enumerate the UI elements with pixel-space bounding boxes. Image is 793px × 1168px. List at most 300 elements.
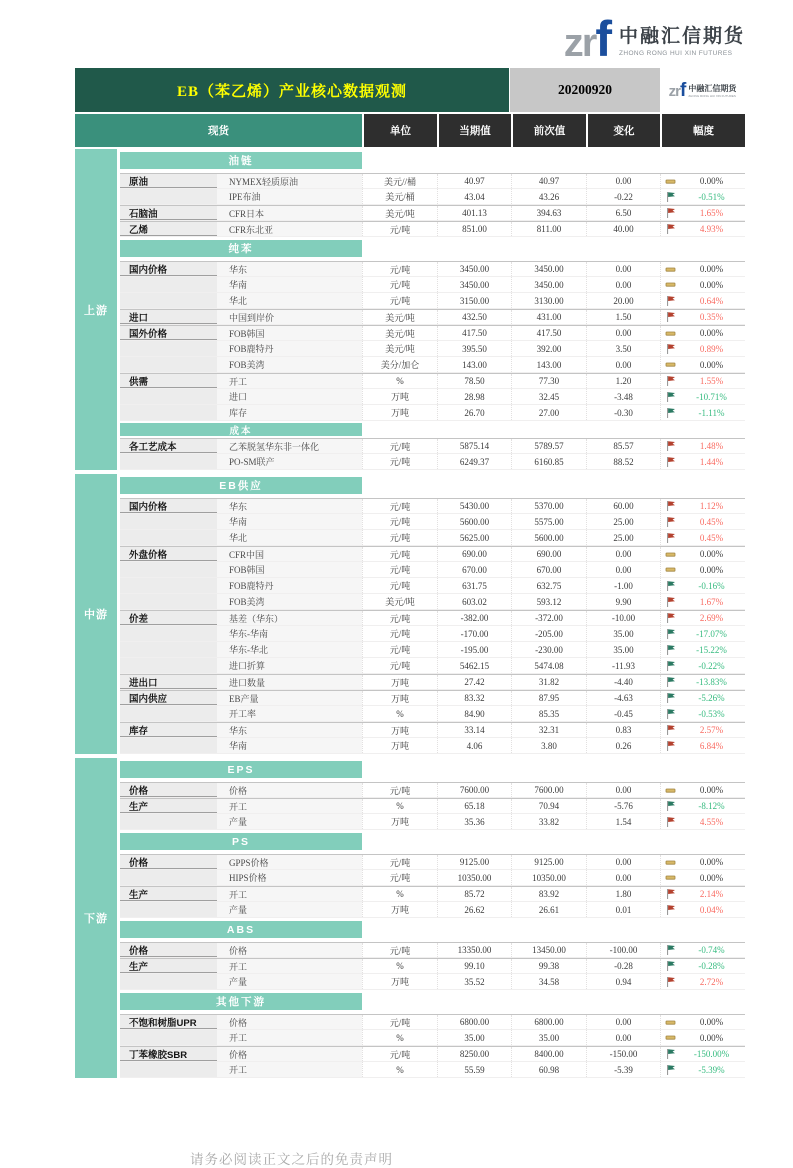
row-change: -0.30 [586,405,660,420]
table-row [120,854,745,870]
dash-icon [660,783,678,797]
dash-icon [660,277,678,292]
row-label: 乙烯 [120,222,217,236]
row-current: 851.00 [437,222,511,236]
row-current: 27.42 [437,675,511,689]
row-item: 中国到岸价 [217,310,362,324]
title-bar [75,68,745,112]
row-percent: -0.51% [698,191,725,202]
row-label: 库存 [120,723,217,737]
row-item: 开工 [217,799,362,813]
row-previous: 99.38 [511,959,586,973]
flag-down-icon [660,642,678,657]
row-current: 401.13 [437,206,511,220]
flag-down-icon [660,578,678,593]
dash-icon [660,855,678,869]
row-percent: -15.22% [696,644,727,655]
row-current: 83.32 [437,691,511,705]
row-change: 0.00 [586,357,660,372]
table-row [120,261,745,277]
row-label [120,870,217,885]
row-unit: 元/吨 [362,293,437,308]
row-change: 35.00 [586,626,660,641]
row-percent: -13.83% [696,677,727,687]
row-previous: 43.26 [511,189,586,204]
row-percent: 0.00% [699,176,724,186]
row-label [120,658,217,673]
row-change: -10.00 [586,611,660,625]
row-unit: 万吨 [362,723,437,737]
row-label: 国外价格 [120,326,217,340]
row-unit: 万吨 [362,691,437,705]
flag-down-icon [660,675,678,689]
row-label [120,1030,217,1045]
row-percent: -17.07% [696,628,727,639]
row-label: 价格 [120,943,217,957]
row-change: 0.94 [586,974,660,989]
row-item: 开工 [217,1062,362,1077]
table-row [120,562,745,578]
row-item: 华东 [217,499,362,513]
dash-icon [660,870,678,885]
row-current: 3450.00 [437,277,511,292]
row-change: 1.20 [586,374,660,388]
row-percent: 2.72% [699,976,724,987]
row-percent: 0.45% [699,532,724,543]
row-change: -5.39 [586,1062,660,1077]
row-label [120,189,217,204]
row-previous: 33.82 [511,814,586,829]
row-unit: 元/吨 [362,439,437,453]
row-unit: 元/吨 [362,222,437,236]
row-unit: 美元/吨 [362,326,437,340]
table-row [120,886,745,902]
row-percent: 0.64% [699,295,724,306]
stage-band-label: 中游 [75,474,117,754]
mini-logo-mark [669,81,687,100]
row-unit: % [362,799,437,813]
row-current: 35.36 [437,814,511,829]
dash-icon [660,1015,678,1029]
row-unit: 元/吨 [362,626,437,641]
flag-down-icon [660,626,678,641]
row-item: 华南 [217,277,362,292]
header-current: 当期值 [439,114,511,147]
row-current: 5430.00 [437,499,511,513]
table-row [120,189,745,205]
row-percent: -0.28% [698,961,725,971]
table-row [120,626,745,642]
row-current: 7600.00 [437,783,511,797]
row-unit: 元/吨 [362,454,437,469]
flag-down-icon [660,799,678,813]
row-percent: -8.12% [698,801,725,811]
row-percent: 2.57% [699,725,724,735]
row-label: 生产 [120,799,217,813]
row-item: 产量 [217,974,362,989]
row-item: 价格 [217,1015,362,1029]
section-header [120,237,745,261]
mini-logo-en: ZHONG RONG HUI XIN FUTURES [688,93,736,98]
row-unit: 元/吨 [362,855,437,869]
row-unit: 元/吨 [362,642,437,657]
flag-up-icon [660,222,678,236]
row-change: -11.93 [586,658,660,673]
row-previous: 31.82 [511,675,586,689]
row-item: 华东 [217,262,362,276]
row-item: 进口 [217,389,362,404]
group-rows [120,758,745,1078]
row-unit: 元/吨 [362,1047,437,1061]
row-current: 55.59 [437,1062,511,1077]
table-row [120,814,745,830]
row-percent: -10.71% [696,391,727,402]
row-current: 35.52 [437,974,511,989]
row-unit: 美元/吨 [362,310,437,324]
flag-down-icon [660,389,678,404]
row-previous: 143.00 [511,357,586,372]
row-item: 产量 [217,814,362,829]
section-header [120,990,745,1014]
row-label [120,514,217,529]
flag-up-icon [660,738,678,753]
row-percent: 0.04% [699,904,724,915]
row-current: 417.50 [437,326,511,340]
row-item: 价格 [217,943,362,957]
logo-mark [563,11,612,67]
dash-icon [660,357,678,372]
section-header [120,149,745,173]
flag-up-icon [660,439,678,453]
report-sheet [75,68,745,1167]
table-row [120,958,745,974]
row-change: 0.00 [586,547,660,561]
row-current: 5600.00 [437,514,511,529]
row-item: 进口数量 [217,675,362,689]
row-unit: % [362,1030,437,1045]
row-percent: 0.00% [699,328,724,338]
row-previous: 9125.00 [511,855,586,869]
table-row [120,341,745,357]
table-header-row [75,114,745,147]
row-percent: 1.55% [699,376,724,386]
row-item: CFR日本 [217,206,362,220]
row-change: 0.00 [586,1015,660,1029]
row-label: 价格 [120,855,217,869]
row-current: 99.10 [437,959,511,973]
row-previous: 3450.00 [511,262,586,276]
row-change: 0.00 [586,1030,660,1045]
row-change: 1.54 [586,814,660,829]
table-row [120,1046,745,1062]
row-change: 25.00 [586,530,660,545]
row-label [120,1062,217,1077]
row-percent: -5.26% [698,693,725,703]
table-row [120,277,745,293]
row-change: 20.00 [586,293,660,308]
row-change: -4.40 [586,675,660,689]
row-percent: 0.00% [699,359,724,370]
row-previous: 593.12 [511,594,586,609]
header-range: 幅度 [662,114,745,147]
row-current: 5875.14 [437,439,511,453]
row-percent: 0.00% [699,857,724,867]
row-change: 0.01 [586,902,660,917]
row-item: CFR中国 [217,547,362,561]
row-previous: 5789.57 [511,439,586,453]
row-item: 开工率 [217,706,362,721]
dash-icon [660,174,678,188]
row-label [120,706,217,721]
row-item: 华南 [217,514,362,529]
row-current: -170.00 [437,626,511,641]
row-item: 价格 [217,783,362,797]
section-title: 纯苯 [120,240,362,257]
dash-icon [660,262,678,276]
row-change: 0.83 [586,723,660,737]
mini-logo [660,68,745,112]
row-percent: 1.67% [699,596,724,607]
row-change: 25.00 [586,514,660,529]
flag-up-icon [660,374,678,388]
table-row [120,902,745,918]
row-percent: 2.69% [699,613,724,623]
flag-up-icon [660,902,678,917]
row-item: 华东-华北 [217,642,362,657]
row-unit: 万吨 [362,738,437,753]
row-percent: -0.22% [698,660,725,671]
row-unit: 元/吨 [362,783,437,797]
row-previous: 87.95 [511,691,586,705]
row-label [120,454,217,469]
row-label: 原油 [120,174,217,188]
row-change: 0.00 [586,277,660,292]
row-current: 6800.00 [437,1015,511,1029]
flag-up-icon [660,594,678,609]
row-previous: 690.00 [511,547,586,561]
row-label [120,594,217,609]
section-header [120,918,745,942]
flag-up-icon [660,454,678,469]
row-change: 85.57 [586,439,660,453]
row-item: NYMEX轻质原油 [217,174,362,188]
table-row [120,454,745,470]
group-rows [120,474,745,754]
row-item: 开工 [217,887,362,901]
row-item: FOB美湾 [217,594,362,609]
table-row [120,738,745,754]
table-row [120,546,745,562]
row-unit: 万吨 [362,389,437,404]
flag-up-icon [660,723,678,737]
table-row [120,205,745,221]
row-percent: 1.65% [699,208,724,218]
dash-icon [660,326,678,340]
row-percent: 2.14% [699,889,724,899]
row-percent: 0.00% [699,264,724,274]
flag-up-icon [660,814,678,829]
row-previous: 417.50 [511,326,586,340]
mini-logo-cn: 中融汇信期货 [688,83,737,93]
dash-icon [660,547,678,561]
row-current: 10350.00 [437,870,511,885]
stage-band-label: 下游 [75,758,117,1078]
flag-up-icon [660,530,678,545]
row-item: 产量 [217,902,362,917]
dash-icon [660,1030,678,1045]
row-previous: -372.00 [511,611,586,625]
report-date: 20200920 [510,68,660,112]
row-unit: 元/吨 [362,530,437,545]
row-current: -195.00 [437,642,511,657]
row-unit: 元/吨 [362,277,437,292]
row-unit: 万吨 [362,405,437,420]
row-unit: 万吨 [362,902,437,917]
row-unit: 美元/吨 [362,206,437,220]
row-change: -100.00 [586,943,660,957]
stage-band-label: 上游 [75,149,117,470]
row-current: 4.06 [437,738,511,753]
row-previous: 5575.00 [511,514,586,529]
mini-logo-f: f [680,79,687,101]
company-name-cn: 中融汇信期货 [618,26,745,47]
row-current: 40.97 [437,174,511,188]
table-row [120,498,745,514]
table-row [120,373,745,389]
row-current: 26.62 [437,902,511,917]
row-previous: 5474.08 [511,658,586,673]
row-percent: 1.48% [699,441,724,451]
row-current: 603.02 [437,594,511,609]
row-label [120,341,217,356]
flag-up-icon [660,293,678,308]
row-previous: 7600.00 [511,783,586,797]
row-unit: 元/吨 [362,658,437,673]
row-percent: 0.89% [699,343,724,354]
row-change: 40.00 [586,222,660,236]
flag-up-icon [660,499,678,513]
table-row [120,1062,745,1078]
page-title: EB（苯乙烯）产业核心数据观测 [75,68,509,112]
table-row [120,293,745,309]
logo-mark-zr: zr [563,21,596,65]
section-title: 油链 [120,152,362,169]
row-current: 6249.37 [437,454,511,469]
row-current: -382.00 [437,611,511,625]
row-change: 1.80 [586,887,660,901]
table-row [120,782,745,798]
row-percent: 0.45% [699,516,724,527]
row-percent: 0.00% [699,872,724,883]
row-change: 1.50 [586,310,660,324]
row-previous: 6160.85 [511,454,586,469]
table-row [120,722,745,738]
table-row [120,309,745,325]
table-row [120,530,745,546]
row-previous: 77.30 [511,374,586,388]
row-label: 丁苯橡胶SBR [120,1047,217,1061]
row-label: 外盘价格 [120,547,217,561]
header-change: 变化 [588,114,660,147]
row-percent: 4.93% [699,224,724,234]
table-group [75,758,745,1078]
table-row [120,690,745,706]
row-label [120,293,217,308]
row-previous: 13450.00 [511,943,586,957]
row-change: -1.00 [586,578,660,593]
flag-down-icon [660,706,678,721]
section-header [120,758,745,782]
table-row [120,610,745,626]
flag-up-icon [660,887,678,901]
row-item: 开工 [217,959,362,973]
row-current: 9125.00 [437,855,511,869]
flag-up-icon [660,310,678,324]
row-item: FOB鹿特丹 [217,578,362,593]
mini-logo-zr: zr [668,82,680,100]
flag-up-icon [660,611,678,625]
table-row [120,357,745,373]
section-title: EPS [120,761,362,778]
row-item: GPPS价格 [217,855,362,869]
row-previous: 34.58 [511,974,586,989]
row-change: 0.00 [586,562,660,577]
row-previous: 632.75 [511,578,586,593]
row-unit: % [362,374,437,388]
row-previous: 670.00 [511,562,586,577]
row-label [120,277,217,292]
row-change: 0.00 [586,262,660,276]
row-item: FOB鹿特丹 [217,341,362,356]
row-current: 432.50 [437,310,511,324]
table-row [120,974,745,990]
table-row [120,642,745,658]
row-change: -0.28 [586,959,660,973]
row-unit: 美元/吨 [362,594,437,609]
table-row [120,798,745,814]
table-group [75,149,745,470]
row-label [120,530,217,545]
row-percent: 6.84% [699,740,724,751]
row-item: 乙苯脱氢华东非一体化 [217,439,362,453]
row-label: 进出口 [120,675,217,689]
row-unit: 万吨 [362,675,437,689]
flag-up-icon [660,206,678,220]
row-percent: 1.12% [699,501,724,511]
table-row [120,1030,745,1046]
row-percent: 0.35% [699,312,724,322]
row-unit: 美分/加仑 [362,357,437,372]
table-row [120,389,745,405]
row-previous: 811.00 [511,222,586,236]
mini-logo-text [688,83,736,98]
row-percent: -1.11% [698,407,725,418]
row-current: 85.72 [437,887,511,901]
row-label [120,357,217,372]
row-previous: 60.98 [511,1062,586,1077]
row-percent: 0.00% [699,549,724,559]
row-percent: 0.00% [699,785,724,795]
row-current: 65.18 [437,799,511,813]
row-current: 84.90 [437,706,511,721]
table-row [120,514,745,530]
company-logo [563,11,745,67]
row-change: 3.50 [586,341,660,356]
row-previous: 27.00 [511,405,586,420]
row-unit: 元/吨 [362,262,437,276]
table-row [120,870,745,886]
row-item: HIPS价格 [217,870,362,885]
